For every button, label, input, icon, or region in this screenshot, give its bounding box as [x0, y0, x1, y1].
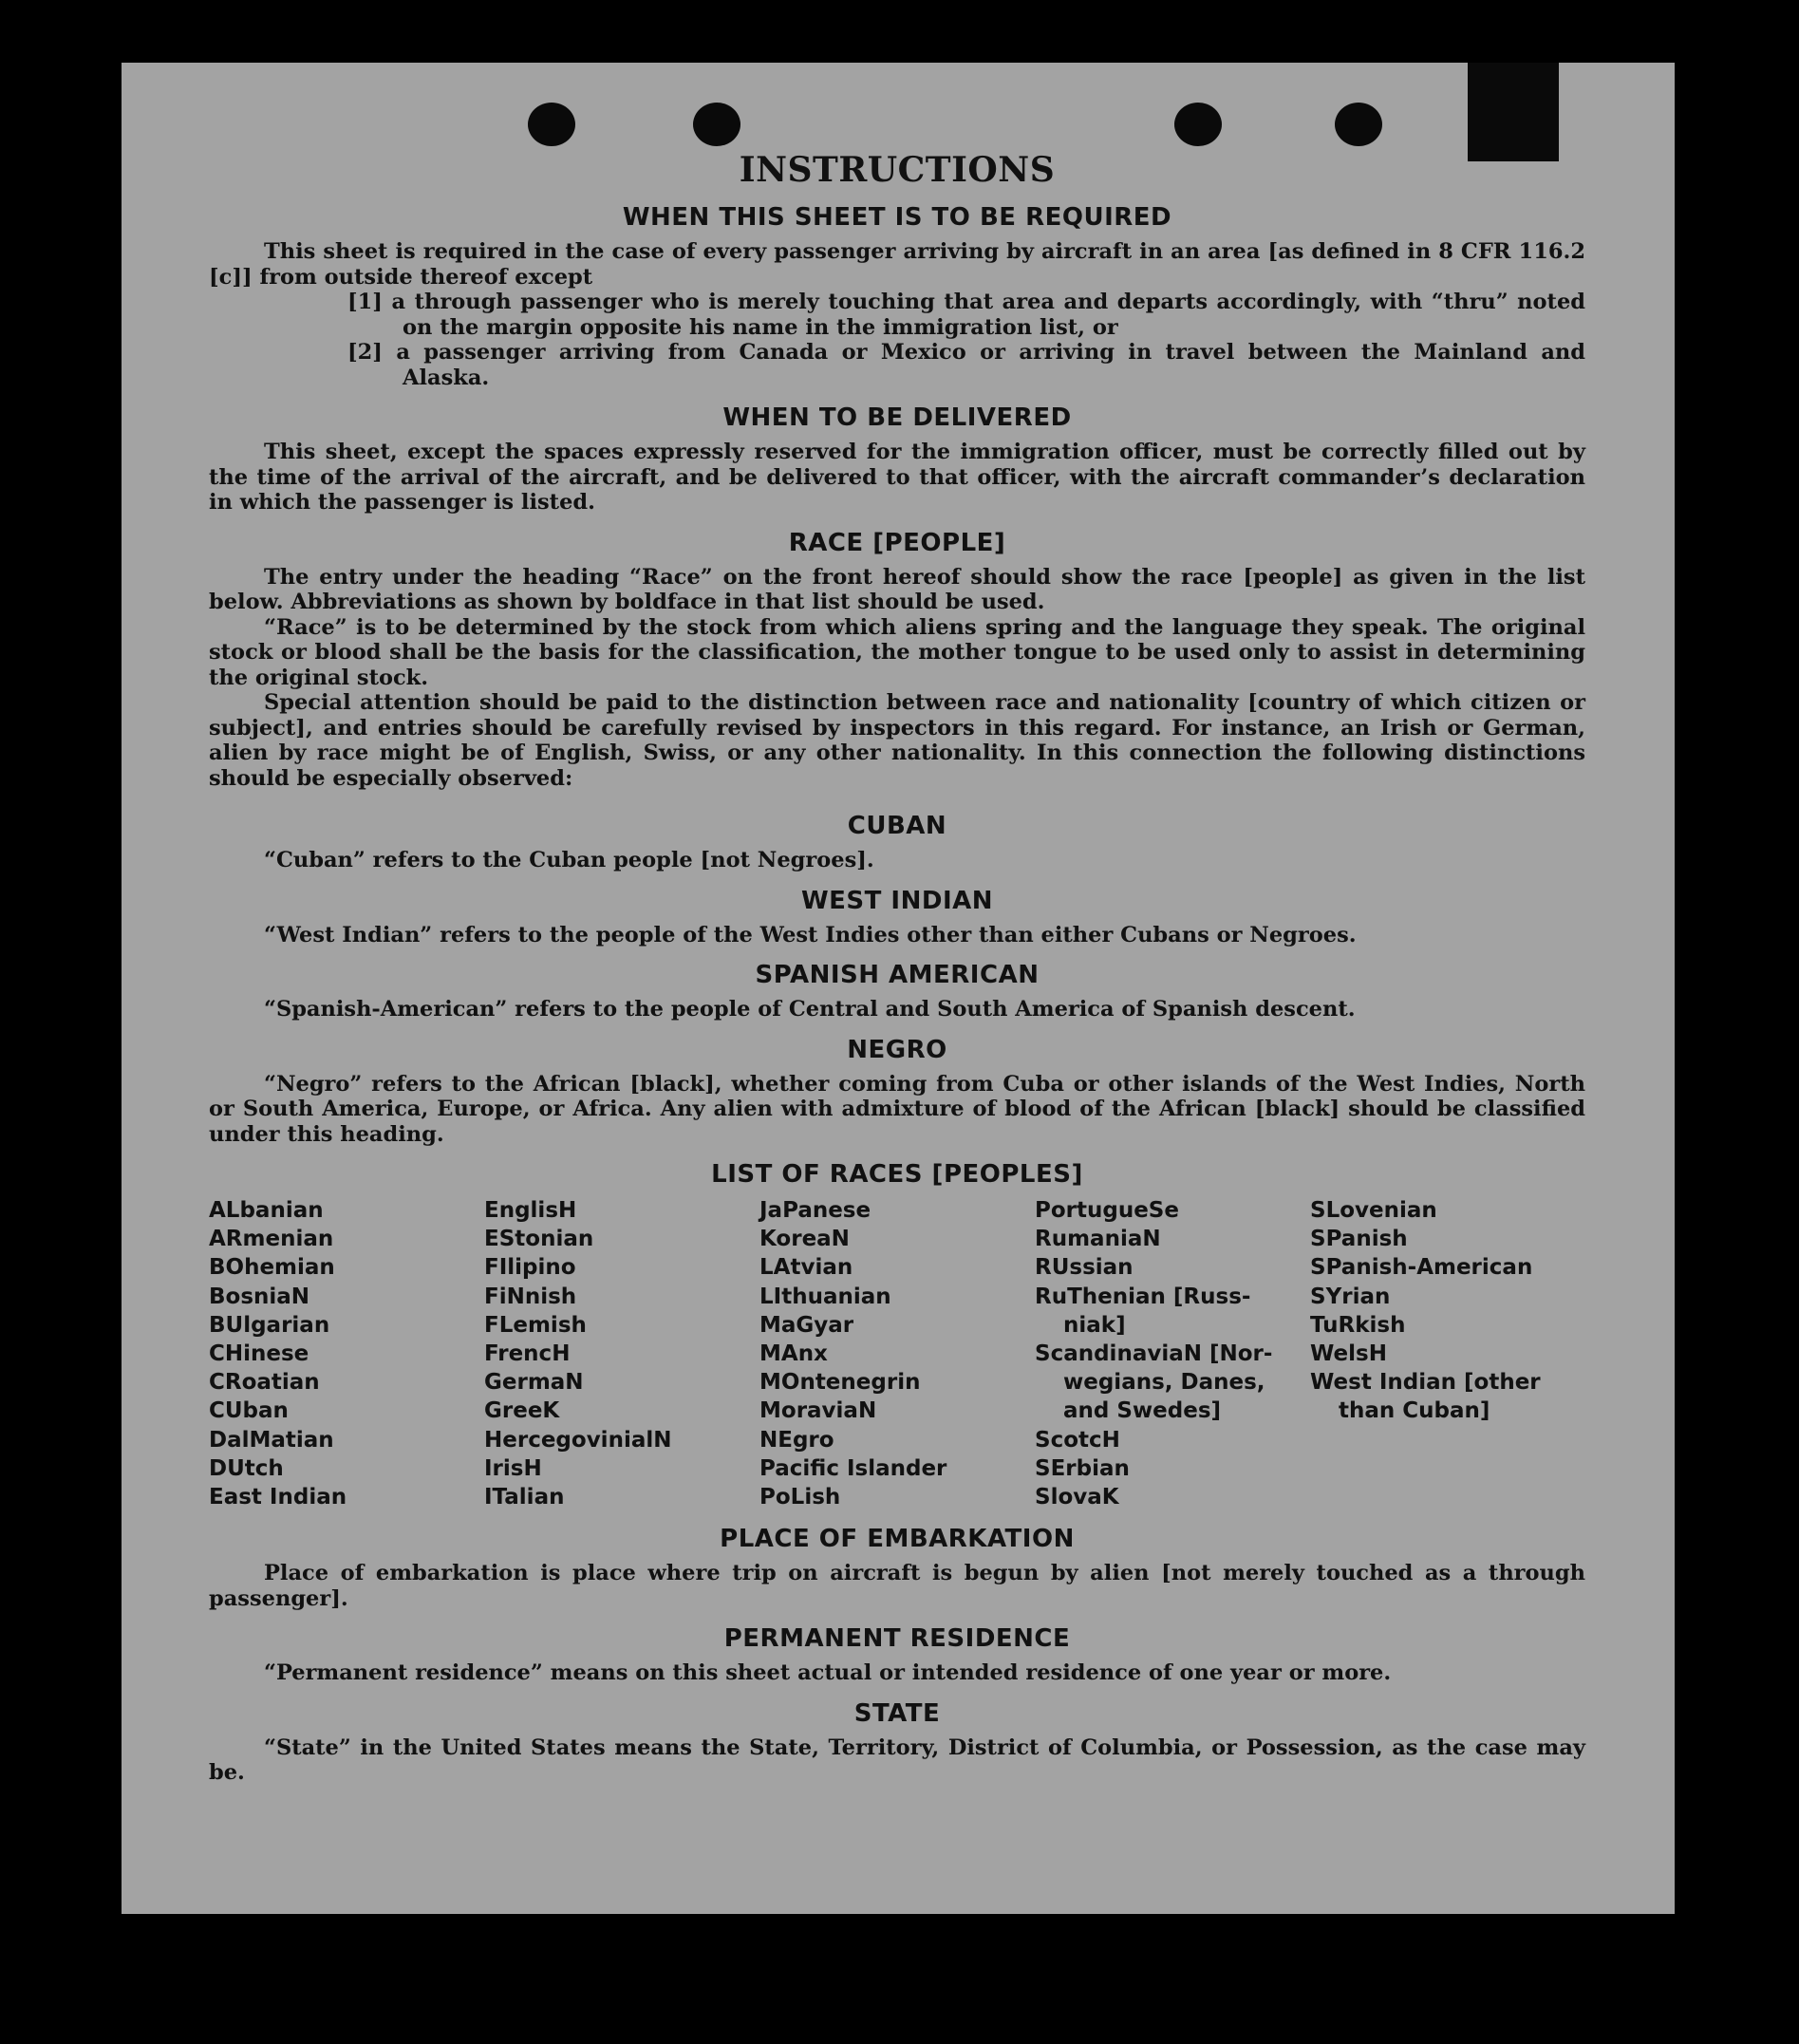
- heading-west-indian: WEST INDIAN: [800, 886, 994, 915]
- heading-when-required: WHEN THIS SHEET IS TO BE REQUIRED: [622, 203, 1172, 232]
- race-entry: PoLish: [759, 1485, 841, 1510]
- heading-negro: NEGRO: [847, 1035, 947, 1064]
- west-indian-text: “West Indian” refers to the people of the West Indies other than either Cubans or Negroes.: [264, 922, 1357, 947]
- races-column-1: [209, 1196, 484, 1511]
- race-entry: MOntenegrin: [759, 1370, 921, 1396]
- race-entry: BosniaN: [209, 1284, 310, 1309]
- when-required-intro: This sheet is required in the case of every passenger arriving by aircraft in an area [as defined in 8 CFR 116.2 [c]] from outside thereof except: [209, 239, 1585, 290]
- race-paragraph-3: Special attention should be paid to the distinction between race and nationality [country of which citizen or subject], and entries should be carefully revised by inspectors in this regard. For instance, an Irish or German, alien by race might be of English, Swiss, or any other nationality. In this connection the following distinctions should be especially observed:: [209, 690, 1585, 791]
- race-entry: SYrian: [1310, 1284, 1391, 1309]
- heading-permanent-residence: PERMANENT RESIDENCE: [723, 1624, 1071, 1654]
- negro-text: “Negro” refers to the African [black], whether coming from Cuba or other islands of the West Indies, North or South America, Europe, or Africa. Any alien with admixture of blood of the African [black] should be classified under this heading.: [209, 1071, 1585, 1147]
- race-entry: LIthuanian: [759, 1284, 891, 1309]
- race-entry: MaGyar: [759, 1312, 854, 1338]
- punch-hole: [693, 103, 740, 146]
- race-entry: SPanish: [1310, 1227, 1408, 1252]
- race-entry: TuRkish: [1310, 1312, 1406, 1338]
- when-required-item-1: [1] a through passenger who is merely touching that area and departs accordingly, with “thru” noted on the margin opposite his name in the immigration list, or: [347, 290, 1585, 340]
- race-entry-continued: and Swedes]: [1063, 1398, 1222, 1424]
- race-entry: CRoatian: [209, 1370, 320, 1396]
- race-entry-continued: than Cuban]: [1339, 1398, 1490, 1424]
- document-sheet: [122, 63, 1675, 1914]
- race-entry: GreeK: [484, 1398, 560, 1424]
- races-list: [209, 1196, 1585, 1511]
- race-entry: SLovenian: [1310, 1198, 1437, 1223]
- race-entry: RumaniaN: [1035, 1227, 1161, 1252]
- race-entry: ARmenian: [209, 1227, 334, 1252]
- race-entry: BOhemian: [209, 1255, 335, 1281]
- race-entry: PortugueSe: [1035, 1198, 1179, 1223]
- race-entry: FiNnish: [484, 1284, 577, 1309]
- race-entry: SlovaK: [1035, 1485, 1119, 1510]
- state-text: “State” in the United States means the State, Territory, District of Columbia, or Possession, as the case may be.: [209, 1735, 1585, 1786]
- heading-when-delivered: WHEN TO BE DELIVERED: [722, 403, 1072, 432]
- race-entry: GermaN: [484, 1370, 584, 1396]
- race-entry: FIlipino: [484, 1255, 576, 1281]
- race-entry: ScotcH: [1035, 1427, 1120, 1453]
- race-entry-continued: wegians, Danes,: [1063, 1370, 1265, 1396]
- race-entry: ALbanian: [209, 1198, 324, 1223]
- punch-hole: [1174, 103, 1222, 146]
- race-entry: NEgro: [759, 1427, 834, 1453]
- race-entry: KoreaN: [759, 1227, 850, 1252]
- race-entry: WelsH: [1310, 1341, 1387, 1367]
- race-entry: RuThenian [Russ-: [1035, 1284, 1251, 1309]
- corner-tab: [1468, 63, 1559, 161]
- punch-hole: [1335, 103, 1382, 146]
- race-entry: CUban: [209, 1398, 289, 1424]
- race-entry: BUlgarian: [209, 1312, 330, 1338]
- heading-embarkation: PLACE OF EMBARKATION: [720, 1525, 1075, 1554]
- race-entry: ITalian: [484, 1485, 565, 1510]
- races-column-4: [1035, 1196, 1310, 1511]
- races-column-5: [1310, 1196, 1585, 1511]
- race-entry: JaPanese: [759, 1198, 871, 1223]
- race-entry: LAtvian: [759, 1255, 853, 1281]
- races-column-3: [759, 1196, 1035, 1511]
- race-paragraph-2: “Race” is to be determined by the stock from which aliens spring and the language they speak. The original stock or blood shall be the basis for the classification, the mother tongue to be used only to assist in determining the original stock.: [209, 614, 1585, 690]
- race-entry: West Indian [other: [1310, 1370, 1541, 1396]
- race-entry: East Indian: [209, 1485, 347, 1510]
- race-paragraph-1: The entry under the heading “Race” on the front hereof should show the race [people] as given in the list below. Abbreviations as shown by boldface in that list should be used.: [209, 564, 1585, 614]
- when-delivered-text: This sheet, except the spaces expressly reserved for the immigration officer, must be correctly filled out by the time of the arrival of the aircraft, and be delivered to that officer, with the aircraft commander’s declaration in which the passenger is listed.: [209, 440, 1585, 515]
- heading-spanish-american: SPANISH AMERICAN: [755, 961, 1040, 989]
- race-entry: FrencH: [484, 1341, 571, 1367]
- heading-cuban: CUBAN: [847, 812, 947, 840]
- spanish-american-text: “Spanish-American” refers to the people of Central and South America of Spanish descent.: [264, 997, 1356, 1022]
- page-title: INSTRUCTIONS: [739, 150, 1056, 190]
- cuban-text: “Cuban” refers to the Cuban people [not Negroes].: [264, 848, 874, 872]
- race-entry: SErbian: [1035, 1455, 1130, 1481]
- permanent-residence-text: “Permanent residence” means on this sheet actual or intended residence of one year or more.: [264, 1660, 1392, 1686]
- heading-race: RACE [PEOPLE]: [788, 528, 1006, 557]
- race-entry: DalMatian: [209, 1427, 334, 1453]
- race-entry: DUtch: [209, 1455, 284, 1481]
- race-entry: RUssian: [1035, 1255, 1134, 1281]
- race-entry: EStonian: [484, 1227, 594, 1252]
- race-entry: MoraviaN: [759, 1398, 877, 1424]
- race-entry: CHinese: [209, 1341, 309, 1367]
- race-entry: FLemish: [484, 1312, 587, 1338]
- when-required-item-2: [2] a passenger arriving from Canada or Mexico or arriving in travel between the Mainland and Alaska.: [347, 340, 1585, 390]
- race-entry-continued: niak]: [1063, 1312, 1126, 1338]
- race-entry: ScandinaviaN [Nor-: [1035, 1341, 1273, 1367]
- race-entry: MAnx: [759, 1341, 828, 1367]
- heading-list-of-races: LIST OF RACES [PEOPLES]: [711, 1160, 1083, 1189]
- instructions-content: [209, 150, 1585, 1786]
- race-entry: SPanish-American: [1310, 1255, 1533, 1281]
- punch-hole: [528, 103, 575, 146]
- race-entry: EnglisH: [484, 1198, 577, 1223]
- race-entry: IrisH: [484, 1455, 542, 1481]
- race-entry: Pacific Islander: [759, 1455, 947, 1481]
- heading-state: STATE: [853, 1698, 941, 1728]
- embarkation-text: Place of embarkation is place where trip on aircraft is begun by alien [not merely touched as a through passenger].: [209, 1561, 1585, 1611]
- race-entry: HercegovinialN: [484, 1427, 672, 1453]
- races-column-2: [484, 1196, 759, 1511]
